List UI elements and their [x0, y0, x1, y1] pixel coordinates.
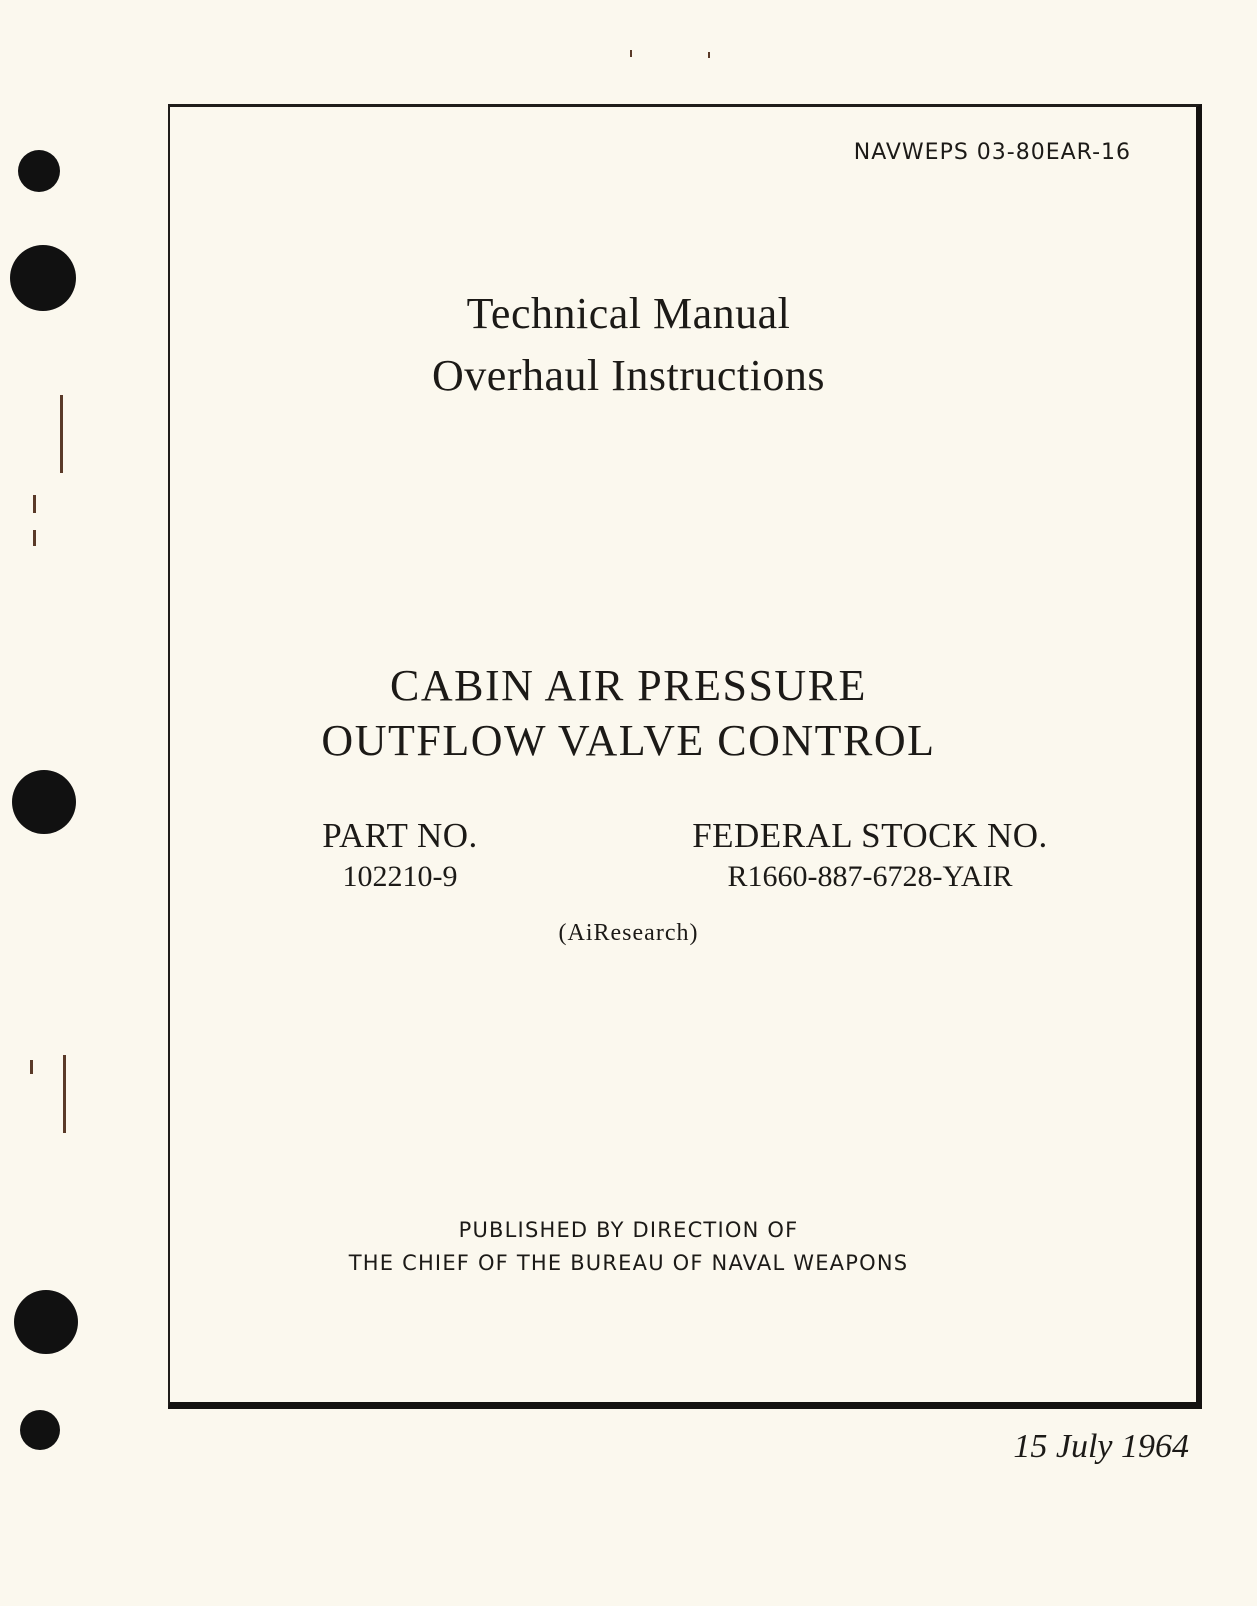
stock-number-label: FEDERAL STOCK NO. — [692, 816, 1048, 855]
document-number: NAVWEPS 03-80EAR-16 — [853, 140, 1131, 165]
subject-line-2: OUTFLOW VALVE CONTROL — [321, 716, 936, 765]
edge-mark — [708, 52, 710, 58]
manufacturer-name: (AiResearch) — [558, 920, 699, 946]
subject-line-1: CABIN AIR PRESSURE — [390, 661, 867, 710]
title-line-1: Technical Manual — [466, 289, 791, 338]
part-number-label: PART NO. — [322, 816, 478, 855]
publisher-line-1: PUBLISHED BY DIRECTION OF — [458, 1218, 799, 1242]
stock-number-value: R1660-887-6728-YAIR — [727, 860, 1013, 893]
title-line-2: Overhaul Instructions — [432, 351, 825, 400]
edge-mark — [60, 395, 63, 473]
edge-mark — [33, 495, 36, 513]
edge-mark — [63, 1055, 66, 1133]
publication-date: 15 July 1964 — [1013, 1428, 1189, 1465]
punch-hole — [18, 150, 60, 192]
edge-mark — [30, 1060, 33, 1074]
punch-hole — [12, 770, 76, 834]
punch-hole — [20, 1410, 60, 1450]
punch-hole — [14, 1290, 78, 1354]
part-number-value: 102210-9 — [342, 860, 458, 893]
edge-mark — [33, 530, 36, 546]
publisher-line-2: THE CHIEF OF THE BUREAU OF NAVAL WEAPONS — [348, 1251, 909, 1275]
edge-mark — [630, 50, 632, 57]
